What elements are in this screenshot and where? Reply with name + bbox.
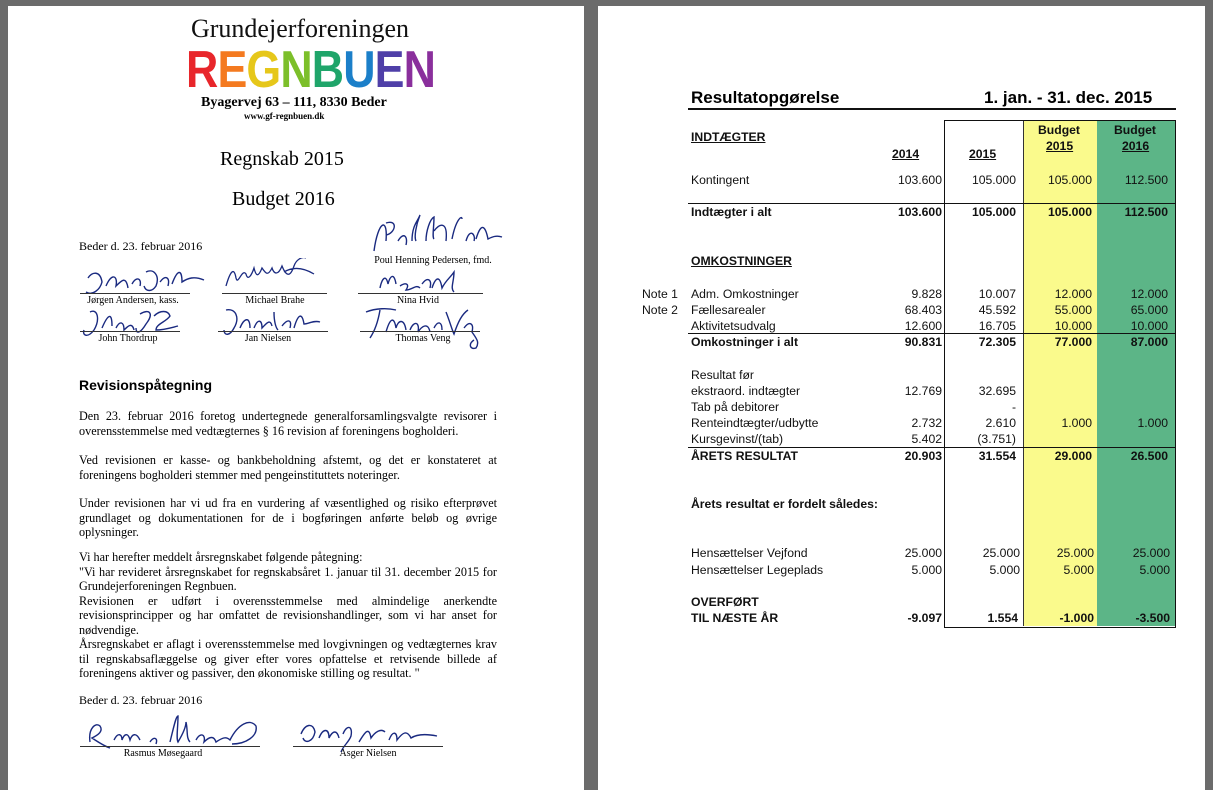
signature-line [293, 746, 443, 747]
signature-nina [376, 268, 466, 296]
note-label: Note 1 [642, 287, 678, 301]
cell-budget2015: 5.000 [1063, 563, 1094, 577]
col-header-budget2015-l2: 2015 [1046, 139, 1074, 153]
signature-line [80, 293, 190, 294]
row-rule [688, 447, 1176, 448]
signatory-thomas: Thomas Veng [395, 333, 451, 344]
row-label: Renteindtægter/udbytte [691, 416, 819, 430]
cell-budget2016: 1.000 [1137, 416, 1168, 430]
cell-2015: 31.554 [978, 449, 1016, 463]
note-label: Note 2 [642, 303, 678, 317]
address: Byagervej 63 – 111, 8330 Beder [201, 95, 387, 110]
row-label: Omkostninger i alt [691, 335, 798, 349]
row-label: OVERFØRT [691, 595, 759, 609]
cell-2014: 5.402 [911, 432, 942, 446]
paragraph-4 [79, 550, 497, 681]
cell-2015: 16.705 [978, 319, 1016, 333]
cell-2014: 12.769 [904, 384, 942, 398]
cell-budget2015: 10.000 [1054, 319, 1092, 333]
row-label: Adm. Omkostninger [691, 287, 799, 301]
cell-2015: 1.554 [987, 611, 1018, 625]
cell-2014: 25.000 [904, 546, 942, 560]
row-rule [688, 203, 1176, 204]
cell-budget2016: -3.500 [1135, 611, 1170, 625]
cell-2014: 5.000 [911, 563, 942, 577]
row-label: TIL NÆSTE ÅR [691, 611, 779, 625]
cell-2014: 2.732 [911, 416, 942, 430]
col-header-budget2016-l1: Budget [1114, 123, 1156, 137]
row-label: Resultat før [691, 368, 754, 382]
paragraph-4b: "Vi har revideret årsregnskabet for regnskabsåret 1. januar til 31. december 2015 for Grundejerforeningen Regnbuen. [79, 564, 497, 593]
org-name: Grundejerforeningen [191, 14, 410, 43]
paragraph-4c: Revisionen er udført i overensstemmelse med almindelige anerkendte revisionsprincipper og har omfattet de revisionshandlinger, som vi har anset for nødvendige. [79, 593, 497, 637]
row-label: Hensættelser Legeplads [691, 563, 824, 577]
auditor-rasmus: Rasmus Møsegaard [123, 748, 203, 759]
cell-2015: (3.751) [977, 432, 1016, 446]
statement-title: Resultatopgørelse [691, 88, 840, 107]
cell-2015: 10.007 [978, 287, 1016, 301]
cell-budget2015: 25.000 [1056, 546, 1094, 560]
brand-logo: REGNBUEN [186, 41, 436, 99]
row-label: Hensættelser Vejfond [691, 546, 808, 560]
cell-2015: 2.610 [985, 416, 1016, 430]
row-rule [688, 333, 1176, 334]
cell-2014: 68.403 [904, 303, 942, 317]
cell-budget2015: 1.000 [1061, 416, 1092, 430]
cell-budget2016: 112.500 [1124, 173, 1168, 187]
revision-heading: Revisionspåtegning [79, 377, 213, 393]
cell-budget2015: 105.000 [1047, 173, 1092, 187]
cell-budget2015: 12.000 [1054, 287, 1092, 301]
signature-poul [368, 211, 508, 261]
row-label: ekstraord. indtægter [691, 384, 801, 398]
row-label: Fællesarealer [691, 303, 766, 317]
paragraph-1: Den 23. februar 2016 foretog undertegnede generalforsamlingsvalgte revisorer i overensstemmelse med vedtægternes § 16 revision af foreningens bogholderi. [79, 409, 497, 438]
cell-budget2016: 5.000 [1139, 563, 1170, 577]
bottom-place-date: Beder d. 23. februar 2016 [79, 693, 203, 707]
place-date: Beder d. 23. februar 2016 [79, 239, 203, 253]
row-label: Aktivitetsudvalg [691, 319, 776, 333]
title-regnskab: Regnskab 2015 [220, 148, 344, 170]
cell-budget2015: 29.000 [1054, 449, 1092, 463]
signature-line [80, 331, 180, 332]
cell-2014: 103.600 [897, 205, 942, 219]
cell-budget2016: 65.000 [1130, 303, 1168, 317]
cell-2015: 72.305 [978, 335, 1016, 349]
row-label: Tab på debitorer [691, 400, 780, 414]
row-label: Kursgevinst/(tab) [691, 432, 784, 446]
cell-2015: 105.000 [971, 173, 1016, 187]
paragraph-2: Ved revisionen er kasse- og bankbeholdning afstemt, og det er konstateret at foreningens bogholderi stemmer med pengeinstituttets noteringer. [79, 453, 497, 482]
signatory-nina: Nina Hvid [397, 295, 439, 306]
cell-2014: 12.600 [904, 319, 942, 333]
left-page [8, 6, 584, 790]
row-label: ÅRETS RESULTAT [691, 449, 798, 463]
cell-2014: 20.903 [904, 449, 942, 463]
cell-budget2016: 12.000 [1130, 287, 1168, 301]
signature-line [218, 331, 328, 332]
col-header-2014: 2014 [892, 147, 920, 161]
cell-budget2016: 26.500 [1130, 449, 1168, 463]
paragraph-3: Under revisionen har vi ud fra en vurdering af væsentlighed og risiko efterprøvet grundlaget og dokumentationen for de i bogføringen anførte beløb og øvrige oplysninger. [79, 496, 497, 539]
cell-2015: - [1011, 400, 1016, 414]
col-header-budget2015-l1: Budget [1038, 123, 1080, 137]
signatory-jorgen: Jørgen Andersen, kass. [87, 295, 179, 306]
cell-2015: 45.592 [978, 303, 1016, 317]
expenses-header: OMKOSTNINGER [691, 254, 792, 268]
cell-budget2015: 105.000 [1047, 205, 1092, 219]
distribution-heading: Årets resultat er fordelt således: [691, 497, 878, 511]
cell-2014: 103.600 [897, 173, 942, 187]
cell-budget2016: 25.000 [1132, 546, 1170, 560]
signature-line [360, 331, 480, 332]
cell-budget2015: 55.000 [1054, 303, 1092, 317]
signature-line [222, 293, 327, 294]
signature-line [80, 746, 260, 747]
cell-2014: 90.831 [904, 335, 942, 349]
row-label: Kontingent [691, 173, 750, 187]
signature-michael [220, 258, 340, 294]
cell-budget2016: 112.500 [1124, 205, 1168, 219]
cell-2015: 32.695 [978, 384, 1016, 398]
col-header-2015: 2015 [969, 147, 997, 161]
cell-budget2016: 10.000 [1130, 319, 1168, 333]
title-budget: Budget 2016 [232, 188, 335, 210]
cell-2015: 105.000 [971, 205, 1016, 219]
paragraph-4a: Vi har herefter meddelt årsregnskabet følgende påtegning: [79, 550, 363, 564]
col-header-budget2016-l2: 2016 [1122, 139, 1150, 153]
signature-line [358, 293, 483, 294]
row-label: Indtægter i alt [691, 205, 772, 219]
cell-2014: 9.828 [911, 287, 942, 301]
right-page [598, 6, 1205, 790]
paragraph-4d: Årsregnskabet er aflagt i overensstemmelse med lovgivningen og vedtægternes krav til regnskabsaflæggelse og giver efter vores opfattelse et retvisende billede af foreningens aktiver og passiver, den økonomiske stilling og resultat. " [79, 637, 497, 680]
cell-2014: -9.097 [907, 611, 942, 625]
signatory-michael: Michael Brahe [245, 295, 305, 306]
signatory-jan: Jan Nielsen [244, 333, 292, 344]
statement-period: 1. jan. - 31. dec. 2015 [984, 88, 1153, 107]
signatory-poul: Poul Henning Pedersen, fmd. [374, 255, 492, 266]
title-rule [688, 108, 1176, 110]
cell-budget2015: 77.000 [1054, 335, 1092, 349]
cell-2015: 5.000 [989, 563, 1020, 577]
cell-budget2016: 87.000 [1130, 335, 1168, 349]
cell-budget2015: -1.000 [1059, 611, 1094, 625]
cell-2015: 25.000 [982, 546, 1020, 560]
website: www.gf-regnbuen.dk [244, 111, 325, 121]
income-header: INDTÆGTER [691, 130, 766, 144]
auditor-asger: Asger Nielsen [339, 748, 397, 759]
signatory-john: John Thordrup [98, 333, 158, 344]
